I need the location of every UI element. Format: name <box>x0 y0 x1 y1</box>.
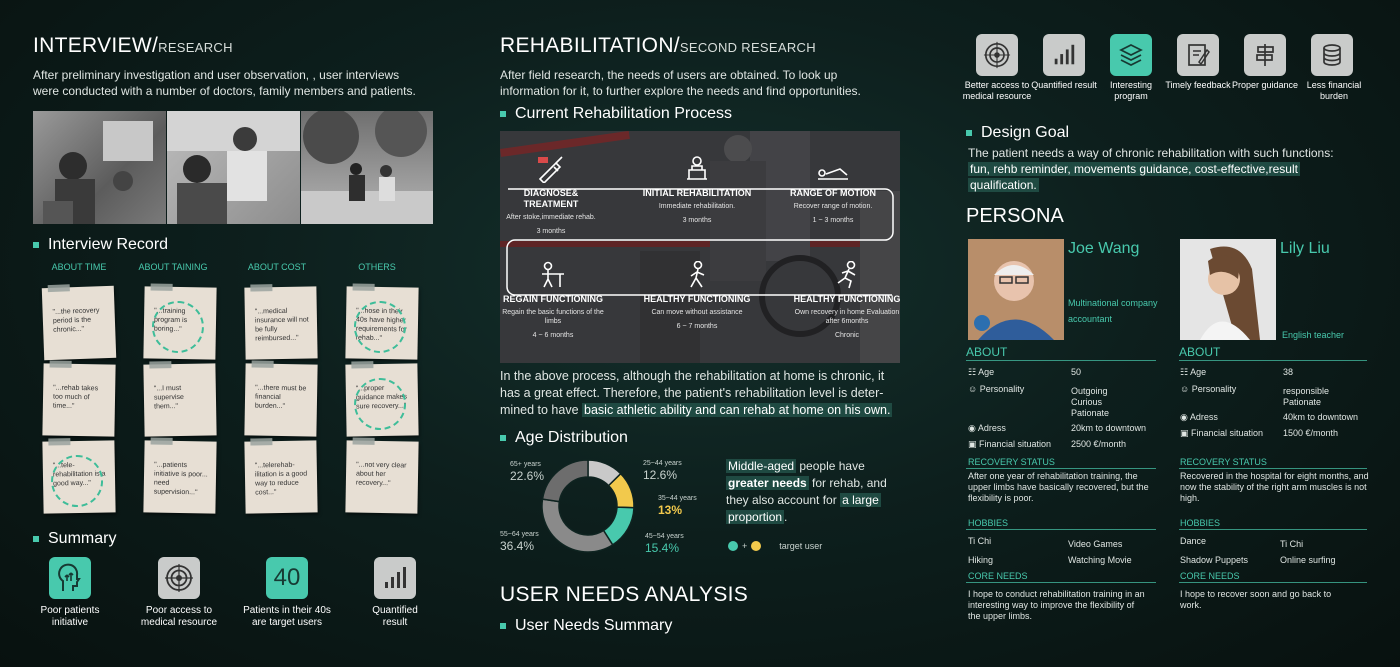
note-card: "...telerehab-ilitation is a good way to reduce cost..." <box>244 440 317 513</box>
note-card: "...not very clear about her recovery..." <box>345 440 418 513</box>
persona-job: English teacher <box>1282 330 1345 340</box>
donut-slice <box>542 499 613 552</box>
divider <box>1179 468 1367 469</box>
recovery-text: Recovered in the hospital for eight months, and now the stability of the right arm muscles is not high. <box>1180 471 1369 503</box>
hobby-item: Ti Chi <box>968 536 992 546</box>
donut-value-label: 12.6% <box>643 468 678 482</box>
person-icon: ☷ <box>968 367 979 377</box>
hobby-item: Hiking <box>968 555 994 565</box>
lying-icon <box>778 155 888 188</box>
legend-teal-dot <box>728 541 738 551</box>
hobbies-label: HOBBIES <box>1180 518 1221 528</box>
step-range: RANGE OF MOTION Recover range of motion. 1 ~ 3 months <box>778 155 888 224</box>
persona-title: PERSONA <box>966 205 1064 227</box>
category-cost: ABOUT COST <box>247 262 307 272</box>
walk-icon <box>642 261 752 294</box>
summary-label-quantified: Quantified result <box>372 605 418 628</box>
location-icon: ◉ <box>1180 412 1190 422</box>
face-icon: ☺ <box>968 384 980 394</box>
persona-name: Joe Wang <box>1068 240 1140 257</box>
address-value: 40km to downtown <box>1283 412 1359 422</box>
hobby-item: Video Games <box>1068 539 1123 549</box>
40-badge: 40 <box>266 557 308 599</box>
core-needs-text: I hope to recover soon and go back to work. <box>1180 589 1332 610</box>
rehab-intro: After field research, the needs of users are obtained. To look up information for it, to further explore the needs and find opportunities. <box>500 68 861 98</box>
note-card: "...there must be financial burden..." <box>244 363 317 436</box>
location-icon: ◉ <box>968 423 978 433</box>
interview-title: INTERVIEW/RESEARCH <box>33 34 233 57</box>
wallet-icon: ▣ <box>1180 428 1192 438</box>
goal-label-access: Better access to medical resource <box>962 80 1032 101</box>
process-heading: Current Rehabilitation Process <box>500 105 732 123</box>
personality-row: ☺ Personality <box>968 384 1025 394</box>
core-needs-label: CORE NEEDS <box>1180 571 1240 581</box>
goal-label-feedback: Timely feedback <box>1165 80 1231 90</box>
summary-label-target: Patients in their 40s are target users <box>243 605 331 628</box>
hobby-item: Ti Chi <box>1280 539 1304 549</box>
signpost-icon <box>1244 34 1286 76</box>
donut-value-label: 15.4% <box>645 541 680 555</box>
needs-title: USER NEEDS ANALYSIS <box>500 583 749 606</box>
coins-icon <box>1311 34 1353 76</box>
divider <box>1179 582 1367 583</box>
avatar <box>1180 239 1276 340</box>
hobby-item: Shadow Puppets <box>1180 555 1249 565</box>
recovery-text: After one year of rehabilitation training, the upper limbs have basically recovered, but the flexibility is poor. <box>968 471 1149 503</box>
personality-values: Outgoing Curious Pationate <box>1071 386 1110 418</box>
finance-row: ▣ Financial situation <box>968 439 1052 449</box>
note-card: "...proper guidance makes sure recovery..." <box>345 363 418 436</box>
category-training: ABOUT TAINING <box>138 262 208 272</box>
category-others: OTHERS <box>358 262 396 272</box>
goal-label-interesting: Interesting program <box>1109 80 1153 101</box>
address-value: 20km to downtown <box>1071 423 1147 433</box>
legend-yellow-dot <box>751 541 761 551</box>
age-row: ☷ Age <box>968 367 995 377</box>
feedback-icon <box>1177 34 1219 76</box>
core-needs-text: I hope to conduct rehabilitation training in an interesting way to improve the flexibility of the upper limbs. <box>968 589 1145 621</box>
age-heading: Age Distribution <box>500 429 628 447</box>
note-card: "...training program is boring..." <box>143 286 216 359</box>
hobby-item: Dance <box>1180 536 1207 546</box>
note-card: "...tele-rehabilitation is a good way..." <box>42 440 115 513</box>
design-goal-text: The patient needs a way of chronic rehabilitation with such functions: fun, rehb reminder, movements guidance, cost-effective,result qualification. <box>968 146 1334 192</box>
face-icon: ☺ <box>1180 384 1192 394</box>
interview-record-heading: Interview Record <box>33 236 168 254</box>
personality-row: ☺ Personality <box>1180 384 1237 394</box>
donut-category-label: 35~44 years <box>658 495 697 502</box>
age-donut-chart <box>500 452 725 570</box>
donut-value-label: 22.6% <box>510 469 545 483</box>
finance-value: 1500 €/month <box>1283 428 1339 438</box>
person-icon: ☷ <box>1180 367 1191 377</box>
recovery-label: RECOVERY STATUS <box>1180 457 1267 467</box>
donut-slice <box>543 460 588 502</box>
run-icon <box>792 261 900 294</box>
step-healthy-1: HEALTHY FUNCTIONING Can move without assistance 6 ~ 7 months <box>642 261 752 330</box>
recovery-label: RECOVERY STATUS <box>968 457 1055 467</box>
age-row: ☷ Age <box>1180 367 1207 377</box>
step-regain: REGAIN FUNCTIONING Regain the basic functions of the limbs 4 ~ 6 months <box>500 261 608 339</box>
note-card: "...patients initiative is poor... need supervision..." <box>143 440 216 513</box>
target-user-legend: + target user <box>728 541 822 551</box>
target-icon <box>158 557 200 599</box>
diagnose-icon <box>500 155 606 188</box>
divider <box>966 529 1156 530</box>
finance-row: ▣ Financial situation <box>1180 428 1264 438</box>
age-value: 38 <box>1283 367 1294 377</box>
table-icon <box>500 261 608 294</box>
note-card: "...rehab takes too much of time..." <box>42 363 115 436</box>
rehab-paragraph: In the above process, although the rehabilitation at home is chronic, it has a great effect. Therefore, the patient's rehabilitation level is deter- mined to have basic athletic ability and can rehab at home on his own. <box>500 369 891 417</box>
persona-name: Lily Liu <box>1280 240 1330 257</box>
layers-icon <box>1110 34 1152 76</box>
design-goal-heading: Design Goal <box>966 124 1069 142</box>
address-row: ◉ Adress <box>968 423 1006 433</box>
summary-heading: Summary <box>33 530 116 548</box>
note-card: "...hose in their 40s have higher requirements for rehab..." <box>345 286 418 359</box>
age-value: 50 <box>1071 367 1082 377</box>
goal-label-quantified: Quantified result <box>1031 80 1097 90</box>
hobby-item: Watching Movie <box>1068 555 1132 565</box>
bar-chart-icon <box>374 557 416 599</box>
divider <box>966 360 1156 361</box>
target-icon <box>976 34 1018 76</box>
rehab-title: REHABILITATION/SECOND RESEARCH <box>500 34 816 57</box>
head-arrows-icon <box>49 557 91 599</box>
hobbies-label: HOBBIES <box>968 518 1009 528</box>
avatar <box>968 239 1064 340</box>
interview-intro: After preliminary investigation and user observation, , user interviews were conducted with a number of doctors, family members and patients. <box>33 68 416 98</box>
divider <box>966 468 1156 469</box>
core-needs-label: CORE NEEDS <box>968 571 1028 581</box>
summary-label-access: Poor access to medical resource <box>140 605 218 628</box>
interview-photo-3 <box>301 111 433 224</box>
address-row: ◉ Adress <box>1180 412 1218 422</box>
personality-values: responsible Pationate <box>1283 386 1330 407</box>
bed-icon <box>642 155 752 188</box>
step-diagnose: DIAGNOSE& TREATMENT After stoke,immediate rehab. 3 months <box>500 155 606 235</box>
finance-value: 2500 €/month <box>1071 439 1127 449</box>
donut-category-label: 45~54 years <box>645 533 684 540</box>
hobby-item: Online surfing <box>1280 555 1336 565</box>
donut-category-label: 25~44 years <box>643 460 682 467</box>
summary-label-initiative: Poor patients initiative <box>40 605 100 628</box>
needs-summary-heading: User Needs Summary <box>500 617 672 635</box>
donut-value-label: 36.4% <box>500 539 535 553</box>
divider <box>1179 529 1367 530</box>
about-label: ABOUT <box>966 345 1008 359</box>
note-card: "...the recovery period is the chronic..." <box>42 286 116 360</box>
divider <box>966 582 1156 583</box>
donut-category-label: 65+ years <box>510 461 541 468</box>
rehab-process-panel <box>500 131 900 363</box>
donut-value-label: 13% <box>658 503 683 517</box>
goal-label-guidance: Proper guidance <box>1231 80 1299 90</box>
goal-label-financial: Less financial burden <box>1306 80 1362 101</box>
interview-photo-2 <box>167 111 300 224</box>
note-card: "...medical insurance will not be fully reimbursed..." <box>244 286 317 359</box>
persona-job: Multinational company accountant <box>1068 298 1158 324</box>
about-label: ABOUT <box>1179 345 1221 359</box>
step-healthy-2: HEALTHY FUNCTIONING Own recovery in home Evaluation after 6months Chronic <box>792 261 900 339</box>
donut-category-label: 55~64 years <box>500 531 539 538</box>
interview-photo-1 <box>33 111 166 224</box>
step-initial: INITIAL REHABILITATION Immediate rehabilitation. 3 months <box>642 155 752 224</box>
age-analysis-text: Middle-aged people have greater needs for rehab, and they also account for a large proportion . <box>726 459 887 524</box>
divider <box>1179 360 1367 361</box>
category-time: ABOUT TIME <box>51 262 107 272</box>
note-card: "...I must supervise them..." <box>143 363 216 436</box>
bar-chart-icon <box>1043 34 1085 76</box>
wallet-icon: ▣ <box>968 439 980 449</box>
